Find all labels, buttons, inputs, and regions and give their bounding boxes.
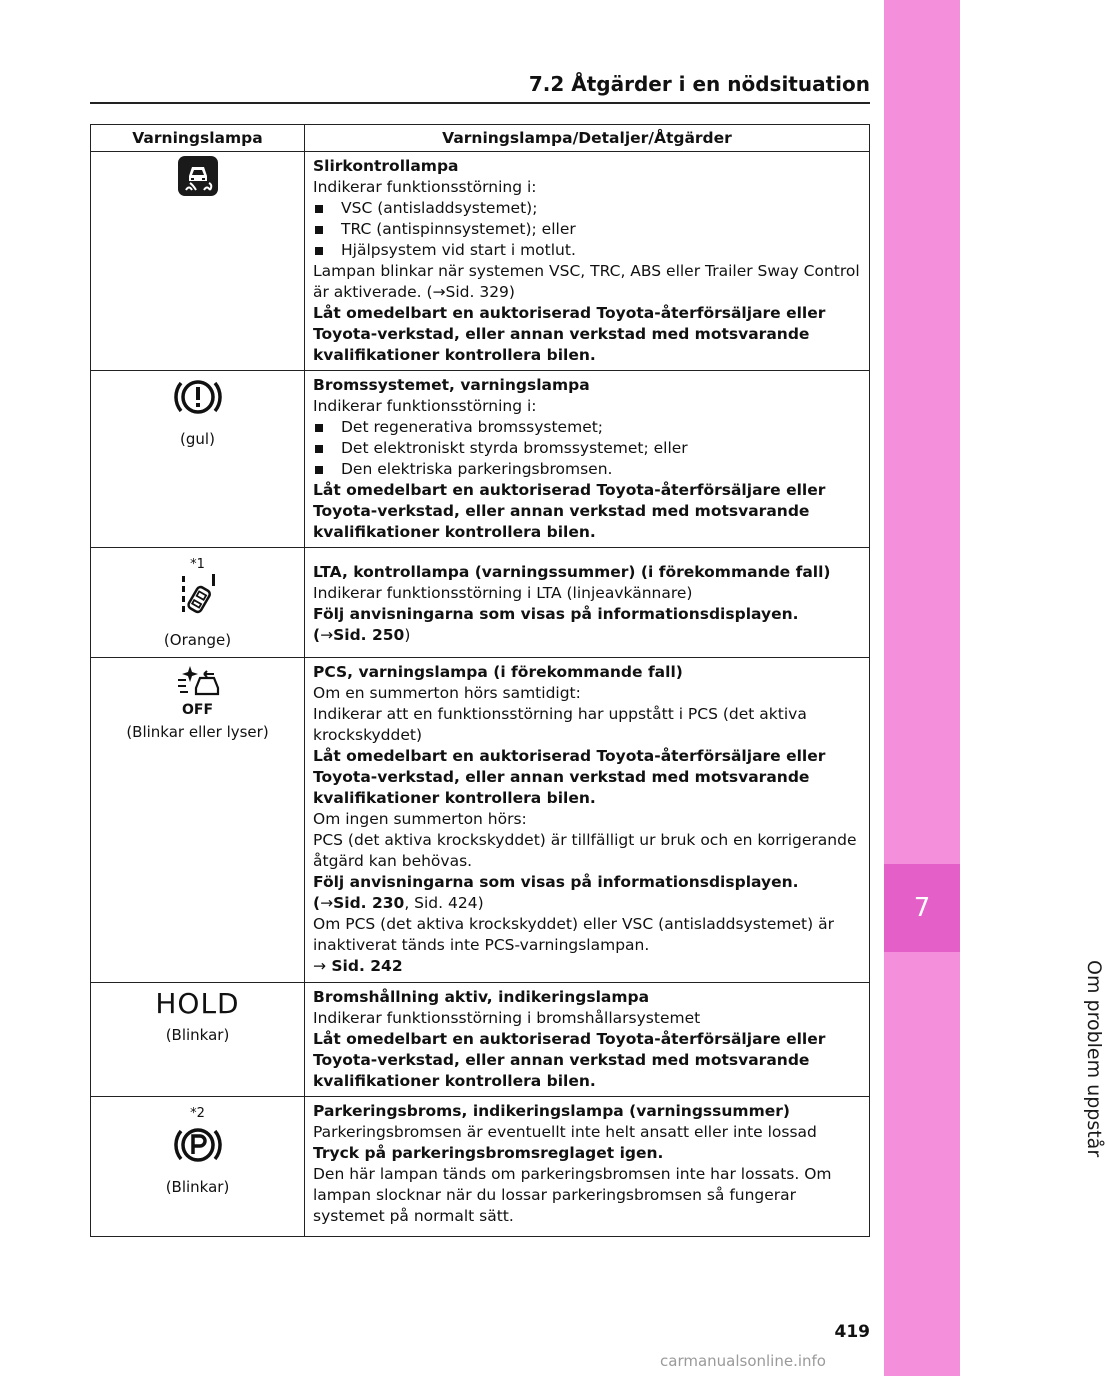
list-item: Hjälpsystem vid start i motlut. bbox=[313, 240, 861, 261]
icon-caption: (gul) bbox=[180, 430, 215, 448]
column-header: Varningslampa bbox=[91, 125, 305, 152]
list-item: VSC (antisladdsystemet); bbox=[313, 198, 861, 219]
text-line: Indikerar funktionsstörning i LTA (linjeavkännare) bbox=[313, 584, 693, 602]
text-line: PCS (det aktiva krockskyddet) är tillfälligt ur bruk och en korrigerande åtgärd kan behövas. bbox=[313, 831, 857, 870]
list-item: Det regenerativa bromssystemet; bbox=[313, 417, 861, 438]
text-line: Den här lampan tänds om parkeringsbromsen inte har lossats. Om lampan slocknar när du lossar parkeringsbromsen så fungerar systemet på normalt sätt. bbox=[313, 1165, 832, 1225]
pcs-icon bbox=[176, 662, 220, 696]
parking-brake-icon bbox=[172, 1123, 224, 1167]
table-row bbox=[91, 548, 870, 658]
icon-cell bbox=[91, 1097, 305, 1237]
brake-warning-icon bbox=[173, 375, 223, 419]
warning-lamp-table bbox=[90, 124, 870, 1237]
icon-cell bbox=[91, 983, 305, 1097]
icon-cell bbox=[91, 658, 305, 983]
arrow-icon: → bbox=[320, 626, 334, 644]
table-row bbox=[91, 983, 870, 1097]
action-text: Följ anvisningarna som visas på informationsdisplayen. bbox=[313, 605, 799, 623]
chapter-title: Om problem uppstår bbox=[1083, 960, 1105, 1158]
page-reference[interactable]: (→Sid. 230, Sid. 424) bbox=[313, 894, 484, 912]
lta-icon bbox=[176, 572, 220, 620]
chapter-number: 7 bbox=[913, 893, 931, 923]
description-cell bbox=[305, 548, 870, 658]
description-cell bbox=[305, 152, 870, 371]
text-line: Parkeringsbromsen är eventuellt inte helt ansatt eller inte lossad bbox=[313, 1123, 817, 1141]
footnote-marker: *2 bbox=[190, 1106, 205, 1121]
list-item: Den elektriska parkeringsbromsen. bbox=[313, 459, 861, 480]
text-line: Indikerar att en funktionsstörning har uppstått i PCS (det aktiva krockskyddet) bbox=[313, 705, 807, 744]
arrow-icon: → bbox=[313, 957, 326, 975]
icon-cell bbox=[91, 548, 305, 658]
text-line: Indikerar funktionsstörning i bromshållarsystemet bbox=[313, 1009, 701, 1027]
footnote-marker: *1 bbox=[190, 557, 205, 572]
table-row bbox=[91, 1097, 870, 1237]
action-text: Låt omedelbart en auktoriserad Toyota-återförsäljare eller Toyota-verkstad, eller annan verkstad med motsvarande kvalifikationer kontrollera bilen. bbox=[313, 481, 826, 541]
section-title: 7.2 Åtgärder i en nödsituation bbox=[528, 72, 870, 96]
lamp-title: LTA, kontrollampa (varningssummer) (i förekommande fall) bbox=[313, 563, 831, 581]
lamp-title: PCS, varningslampa (i förekommande fall) bbox=[313, 663, 683, 681]
icon-cell bbox=[91, 371, 305, 548]
lamp-title: Bromshållning aktiv, indikeringslampa bbox=[313, 988, 650, 1006]
off-label: OFF bbox=[181, 702, 214, 718]
action-text: Låt omedelbart en auktoriserad Toyota-återförsäljare eller Toyota-verkstad, eller annan verkstad med motsvarande kvalifikationer kontrollera bilen. bbox=[313, 304, 826, 364]
table-row bbox=[91, 658, 870, 983]
text-line: Indikerar funktionsstörning i: bbox=[313, 397, 537, 415]
page-reference[interactable]: (→Sid. 250) bbox=[313, 626, 411, 644]
page-reference[interactable]: → Sid. 242 bbox=[313, 957, 403, 975]
text-line: Om ingen summerton hörs: bbox=[313, 810, 527, 828]
table-row bbox=[91, 152, 870, 371]
icon-caption: (Blinkar eller lyser) bbox=[126, 723, 269, 741]
action-text: Följ anvisningarna som visas på informationsdisplayen. bbox=[313, 873, 799, 891]
column-header: Varningslampa/Detaljer/Åtgärder bbox=[305, 125, 870, 152]
icon-caption: (Blinkar) bbox=[165, 1026, 230, 1044]
icon-caption: (Orange) bbox=[163, 631, 232, 649]
page-number: 419 bbox=[834, 1322, 870, 1342]
chapter-tab[interactable] bbox=[884, 864, 960, 952]
text-line: Om PCS (det aktiva krockskyddet) eller VSC (antisladdsystemet) är inaktiverat tänds inte PCS-varningslampan. bbox=[313, 915, 834, 954]
lamp-title: Slirkontrollampa bbox=[313, 157, 459, 175]
icon-cell bbox=[91, 152, 305, 371]
description-cell bbox=[305, 371, 870, 548]
description-cell bbox=[305, 658, 870, 983]
arrow-icon: → bbox=[320, 894, 334, 912]
lamp-title: Parkeringsbroms, indikeringslampa (varningssummer) bbox=[313, 1102, 790, 1120]
hold-icon: HOLD bbox=[155, 987, 240, 1020]
icon-caption: (Blinkar) bbox=[165, 1178, 230, 1196]
list-item: Det elektroniskt styrda bromssystemet; eller bbox=[313, 438, 861, 459]
description-cell bbox=[305, 1097, 870, 1237]
header-divider bbox=[90, 102, 870, 104]
action-text: Tryck på parkeringsbromsreglaget igen. bbox=[313, 1144, 664, 1162]
list-item: TRC (antispinnsystemet); eller bbox=[313, 219, 861, 240]
description-cell bbox=[305, 983, 870, 1097]
text-line: Om en summerton hörs samtidigt: bbox=[313, 684, 581, 702]
slip-indicator-icon bbox=[178, 156, 218, 196]
watermark: carmanualsonline.info bbox=[660, 1352, 826, 1370]
text-line: Indikerar funktionsstörning i: bbox=[313, 178, 537, 196]
table-header-row bbox=[91, 125, 870, 152]
text-line: Lampan blinkar när systemen VSC, TRC, ABS eller Trailer Sway Control är aktiverade. (→Sid. 329) bbox=[313, 262, 860, 301]
lamp-title: Bromssystemet, varningslampa bbox=[313, 376, 590, 394]
action-text: Låt omedelbart en auktoriserad Toyota-återförsäljare eller Toyota-verkstad, eller annan verkstad med motsvarande kvalifikationer kontrollera bilen. bbox=[313, 747, 826, 807]
chapter-sidebar bbox=[884, 0, 960, 1376]
action-text: Låt omedelbart en auktoriserad Toyota-återförsäljare eller Toyota-verkstad, eller annan verkstad med motsvarande kvalifikationer kontrollera bilen. bbox=[313, 1030, 826, 1090]
table-row bbox=[91, 371, 870, 548]
